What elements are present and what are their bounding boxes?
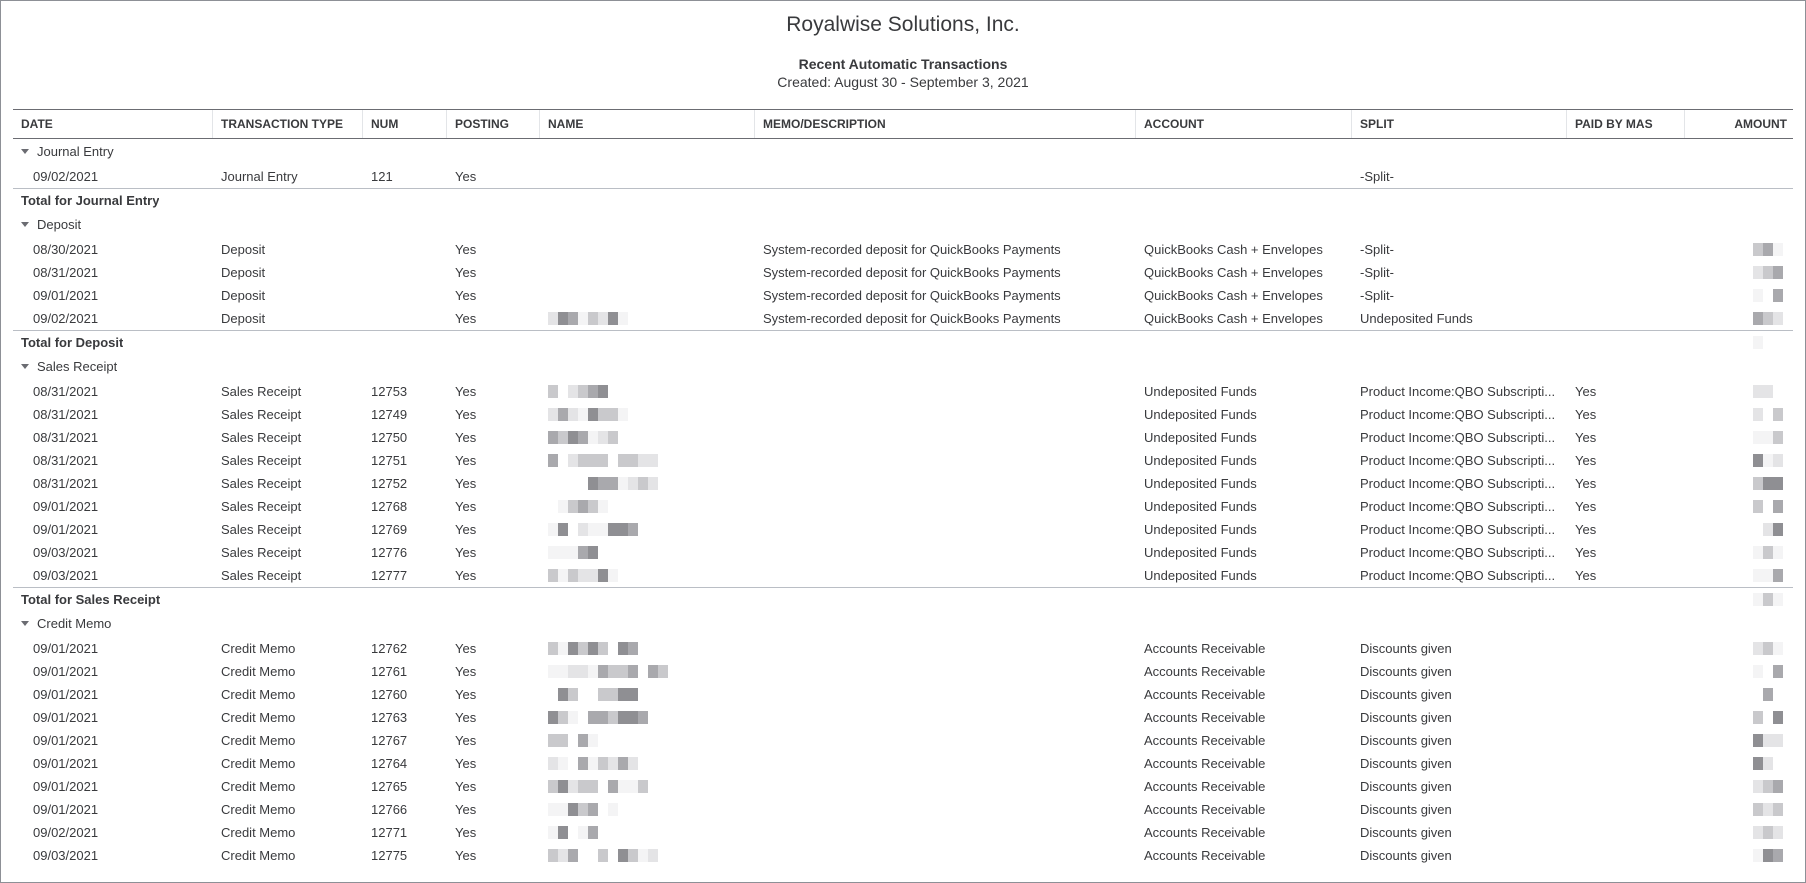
paid-by-mas-cell: Yes (1575, 476, 1597, 491)
posting-cell: Yes (455, 733, 477, 748)
split-cell: -Split- (1360, 169, 1394, 184)
redacted-name-block (548, 385, 608, 398)
transaction-type-cell[interactable]: Deposit (221, 288, 266, 303)
date-cell: 09/01/2021 (33, 288, 99, 303)
posting-cell: Yes (455, 545, 477, 560)
split-cell: Discounts given (1360, 802, 1452, 817)
table-row[interactable] (13, 472, 1793, 495)
transaction-type-cell[interactable]: Credit Memo (221, 687, 296, 702)
posting-cell: Yes (455, 407, 477, 422)
posting-cell: Yes (455, 848, 477, 863)
num-cell: 12764 (371, 756, 408, 771)
date-cell: 09/03/2021 (33, 545, 99, 560)
transaction-type-cell[interactable]: Journal Entry (221, 169, 298, 184)
num-cell: 12760 (371, 687, 408, 702)
num-cell: 12769 (371, 522, 408, 537)
redacted-amount-block (1753, 711, 1783, 724)
paid-by-mas-cell: Yes (1575, 453, 1597, 468)
redacted-amount-block (1753, 688, 1783, 701)
redacted-name-block (548, 546, 608, 559)
posting-cell: Yes (455, 687, 477, 702)
num-cell: 12768 (371, 499, 408, 514)
num-cell: 12771 (371, 825, 408, 840)
redacted-amount-block (1753, 569, 1783, 582)
account-cell: QuickBooks Cash + Envelopes (1144, 311, 1323, 326)
redacted-amount-block (1753, 757, 1783, 770)
transaction-type-cell[interactable]: Credit Memo (221, 802, 296, 817)
redacted-name-block (548, 757, 638, 770)
transaction-type-cell[interactable]: Deposit (221, 242, 266, 257)
split-cell: Product Income:QBO Subscripti... (1360, 568, 1556, 583)
posting-cell: Yes (455, 453, 477, 468)
account-cell: Undeposited Funds (1144, 430, 1257, 445)
redacted-name-block (548, 780, 648, 793)
date-cell: 09/01/2021 (33, 756, 99, 771)
posting-cell: Yes (455, 568, 477, 583)
date-cell: 09/01/2021 (33, 664, 99, 679)
transaction-type-cell[interactable]: Credit Memo (221, 733, 296, 748)
transaction-type-cell[interactable]: Credit Memo (221, 756, 296, 771)
group-total-label: Total for Deposit (21, 335, 124, 350)
table-body (13, 139, 1793, 867)
date-cell: 09/02/2021 (33, 825, 99, 840)
group-label: Deposit (37, 217, 82, 232)
paid-by-mas-cell: Yes (1575, 545, 1597, 560)
redacted-name-block (548, 408, 638, 421)
account-cell: Accounts Receivable (1144, 848, 1266, 863)
caret-down-icon[interactable] (21, 149, 29, 154)
paid-by-mas-cell: Yes (1575, 522, 1597, 537)
posting-cell: Yes (455, 756, 477, 771)
column-header-num[interactable]: NUM (363, 110, 447, 138)
date-cell: 08/31/2021 (33, 265, 99, 280)
transaction-type-cell[interactable]: Sales Receipt (221, 476, 302, 491)
redacted-amount-block (1753, 289, 1783, 302)
column-header-amount[interactable]: AMOUNT (1734, 117, 1787, 131)
posting-cell: Yes (455, 265, 477, 280)
table-row[interactable] (13, 752, 1793, 775)
split-cell: Product Income:QBO Subscripti... (1360, 476, 1556, 491)
date-cell: 09/01/2021 (33, 733, 99, 748)
posting-cell: Yes (455, 169, 477, 184)
account-cell: Accounts Receivable (1144, 710, 1266, 725)
redacted-amount-block (1753, 312, 1783, 325)
column-header-date[interactable]: DATE (13, 110, 213, 138)
date-cell: 08/31/2021 (33, 407, 99, 422)
group-total-label: Total for Sales Receipt (21, 592, 161, 607)
redacted-name-block (548, 312, 628, 325)
group-header[interactable] (13, 212, 1793, 238)
redacted-name-block (548, 569, 618, 582)
posting-cell: Yes (455, 430, 477, 445)
account-cell: QuickBooks Cash + Envelopes (1144, 288, 1323, 303)
num-cell: 12762 (371, 641, 408, 656)
redacted-amount-block (1753, 454, 1783, 467)
posting-cell: Yes (455, 522, 477, 537)
num-cell: 12761 (371, 664, 408, 679)
account-cell: Accounts Receivable (1144, 641, 1266, 656)
date-cell: 08/30/2021 (33, 242, 99, 257)
account-cell: Undeposited Funds (1144, 545, 1257, 560)
posting-cell: Yes (455, 242, 477, 257)
account-cell: Undeposited Funds (1144, 384, 1257, 399)
table-row[interactable] (13, 307, 1793, 330)
transaction-type-cell[interactable]: Credit Memo (221, 710, 296, 725)
report-date-range: Created: August 30 - September 3, 2021 (777, 74, 1029, 90)
transaction-type-cell[interactable]: Sales Receipt (221, 568, 302, 583)
posting-cell: Yes (455, 384, 477, 399)
memo-cell: System-recorded deposit for QuickBooks Payments (763, 265, 1061, 280)
paid-by-mas-cell: Yes (1575, 384, 1597, 399)
redacted-amount-block (1753, 803, 1783, 816)
table-row[interactable] (13, 844, 1793, 867)
date-cell: 08/31/2021 (33, 384, 99, 399)
split-cell: Discounts given (1360, 779, 1452, 794)
column-header-memo-description[interactable]: MEMO/DESCRIPTION (755, 110, 1136, 138)
num-cell: 12752 (371, 476, 408, 491)
table-row[interactable] (13, 775, 1793, 798)
table-row[interactable] (13, 261, 1793, 284)
num-cell: 12766 (371, 802, 408, 817)
posting-cell: Yes (455, 664, 477, 679)
date-cell: 09/01/2021 (33, 779, 99, 794)
redacted-amount-block (1753, 243, 1783, 256)
paid-by-mas-cell: Yes (1575, 568, 1597, 583)
date-cell: 09/01/2021 (33, 641, 99, 656)
date-cell: 09/03/2021 (33, 568, 99, 583)
report-table (13, 109, 1793, 867)
date-cell: 09/01/2021 (33, 802, 99, 817)
date-cell: 09/01/2021 (33, 522, 99, 537)
split-cell: Discounts given (1360, 687, 1452, 702)
num-cell: 12765 (371, 779, 408, 794)
caret-down-icon[interactable] (21, 222, 29, 227)
table-row[interactable] (13, 729, 1793, 752)
memo-cell: System-recorded deposit for QuickBooks Payments (763, 242, 1061, 257)
account-cell: QuickBooks Cash + Envelopes (1144, 265, 1323, 280)
split-cell: Product Income:QBO Subscripti... (1360, 499, 1556, 514)
redacted-amount-block (1753, 431, 1783, 444)
posting-cell: Yes (455, 779, 477, 794)
transaction-type-cell[interactable]: Credit Memo (221, 779, 296, 794)
column-header-posting[interactable]: POSTING (447, 110, 540, 138)
redacted-amount-block (1753, 477, 1783, 490)
column-header-paid-by-mas[interactable]: PAID BY MAS (1567, 110, 1685, 138)
split-cell: Product Income:QBO Subscripti... (1360, 453, 1556, 468)
table-row[interactable] (13, 284, 1793, 307)
num-cell: 12751 (371, 453, 408, 468)
transaction-type-cell[interactable]: Sales Receipt (221, 499, 302, 514)
group-header-label (21, 139, 114, 165)
date-cell: 09/01/2021 (33, 687, 99, 702)
redacted-name-block (548, 642, 638, 655)
date-cell: 08/31/2021 (33, 430, 99, 445)
redacted-total-block (1753, 593, 1783, 606)
account-cell: QuickBooks Cash + Envelopes (1144, 242, 1323, 257)
redacted-name-block (548, 665, 668, 678)
transaction-type-cell[interactable]: Credit Memo (221, 848, 296, 863)
table-row[interactable] (13, 706, 1793, 729)
date-cell: 08/31/2021 (33, 453, 99, 468)
table-row[interactable] (13, 403, 1793, 426)
table-row[interactable] (13, 449, 1793, 472)
transaction-type-cell[interactable]: Sales Receipt (221, 384, 302, 399)
posting-cell: Yes (455, 825, 477, 840)
table-row[interactable] (13, 637, 1793, 660)
group-label: Sales Receipt (37, 359, 118, 374)
company-name: Royalwise Solutions, Inc. (786, 13, 1020, 36)
account-cell: Undeposited Funds (1144, 476, 1257, 491)
table-row[interactable] (13, 821, 1793, 844)
table-row[interactable] (13, 683, 1793, 706)
redacted-total-block (1753, 336, 1783, 349)
group-header[interactable] (13, 354, 1793, 380)
column-header-split[interactable]: SPLIT (1352, 110, 1567, 138)
account-cell: Accounts Receivable (1144, 802, 1266, 817)
report-header (1, 1, 1805, 91)
redacted-amount-block (1753, 665, 1783, 678)
split-cell: Discounts given (1360, 733, 1452, 748)
account-cell: Undeposited Funds (1144, 499, 1257, 514)
split-cell: Product Income:QBO Subscripti... (1360, 545, 1556, 560)
redacted-amount-block (1753, 500, 1783, 513)
split-cell: Discounts given (1360, 756, 1452, 771)
group-header-label (21, 354, 117, 380)
table-row[interactable] (13, 380, 1793, 403)
split-cell: Discounts given (1360, 848, 1452, 863)
split-cell: Product Income:QBO Subscripti... (1360, 522, 1556, 537)
group-header-label (21, 611, 111, 637)
redacted-name-block (548, 734, 598, 747)
redacted-amount-block (1753, 642, 1783, 655)
column-header-transaction-type[interactable]: TRANSACTION TYPE (213, 110, 363, 138)
table-row[interactable] (13, 798, 1793, 821)
num-cell: 12777 (371, 568, 408, 583)
posting-cell: Yes (455, 499, 477, 514)
memo-cell: System-recorded deposit for QuickBooks Payments (763, 288, 1061, 303)
redacted-name-block (548, 803, 618, 816)
split-cell: Undeposited Funds (1360, 311, 1473, 326)
posting-cell: Yes (455, 311, 477, 326)
group-total-row (13, 330, 1793, 354)
split-cell: -Split- (1360, 288, 1394, 303)
date-cell: 09/02/2021 (33, 169, 99, 184)
transaction-type-cell[interactable]: Sales Receipt (221, 545, 302, 560)
redacted-amount-block (1753, 385, 1783, 398)
account-cell: Accounts Receivable (1144, 779, 1266, 794)
account-cell: Undeposited Funds (1144, 522, 1257, 537)
account-cell: Accounts Receivable (1144, 733, 1266, 748)
date-cell: 09/03/2021 (33, 848, 99, 863)
table-row[interactable] (13, 238, 1793, 261)
posting-cell: Yes (455, 288, 477, 303)
account-cell: Undeposited Funds (1144, 407, 1257, 422)
transaction-type-cell[interactable]: Sales Receipt (221, 407, 302, 422)
posting-cell: Yes (455, 802, 477, 817)
num-cell: 12750 (371, 430, 408, 445)
num-cell: 12767 (371, 733, 408, 748)
num-cell: 12775 (371, 848, 408, 863)
redacted-name-block (548, 431, 618, 444)
num-cell: 12763 (371, 710, 408, 725)
paid-by-mas-cell: Yes (1575, 499, 1597, 514)
date-cell: 08/31/2021 (33, 476, 99, 491)
date-cell: 09/02/2021 (33, 311, 99, 326)
split-cell: Product Income:QBO Subscripti... (1360, 384, 1556, 399)
date-cell: 09/01/2021 (33, 499, 99, 514)
group-total-label: Total for Journal Entry (21, 193, 160, 208)
redacted-amount-block (1753, 546, 1783, 559)
num-cell: 121 (371, 169, 393, 184)
date-cell: 09/01/2021 (33, 710, 99, 725)
report-title: Recent Automatic Transactions (798, 56, 1008, 72)
num-cell: 12749 (371, 407, 408, 422)
split-cell: -Split- (1360, 265, 1394, 280)
redacted-name-block (548, 500, 618, 513)
transaction-type-cell[interactable]: Credit Memo (221, 664, 296, 679)
group-header[interactable] (13, 139, 1793, 165)
posting-cell: Yes (455, 476, 477, 491)
caret-down-icon[interactable] (21, 364, 29, 369)
account-cell: Accounts Receivable (1144, 687, 1266, 702)
redacted-name-block (548, 849, 658, 862)
redacted-name-block (548, 688, 638, 701)
table-row[interactable] (13, 518, 1793, 541)
transaction-type-cell[interactable]: Credit Memo (221, 825, 296, 840)
split-cell: Discounts given (1360, 664, 1452, 679)
group-total-row (13, 188, 1793, 212)
column-header-account[interactable]: ACCOUNT (1136, 110, 1352, 138)
redacted-name-block (548, 477, 658, 490)
redacted-name-block (548, 454, 658, 467)
redacted-name-block (548, 826, 598, 839)
redacted-amount-block (1753, 408, 1783, 421)
group-header[interactable] (13, 611, 1793, 637)
redacted-amount-block (1753, 734, 1783, 747)
redacted-amount-block (1753, 523, 1783, 536)
caret-down-icon[interactable] (21, 621, 29, 626)
redacted-name-block (548, 711, 648, 724)
posting-cell: Yes (455, 641, 477, 656)
table-row[interactable] (13, 564, 1793, 587)
account-cell: Accounts Receivable (1144, 756, 1266, 771)
group-total-row (13, 587, 1793, 611)
table-header (13, 109, 1793, 139)
table-row[interactable] (13, 426, 1793, 449)
redacted-amount-block (1753, 849, 1783, 862)
table-row[interactable] (13, 495, 1793, 518)
split-cell: Product Income:QBO Subscripti... (1360, 430, 1556, 445)
num-cell: 12753 (371, 384, 408, 399)
account-cell: Undeposited Funds (1144, 453, 1257, 468)
table-row[interactable] (13, 165, 1793, 188)
split-cell: Discounts given (1360, 825, 1452, 840)
group-label: Credit Memo (37, 616, 112, 631)
group-header-label (21, 212, 81, 238)
transaction-type-cell[interactable]: Sales Receipt (221, 430, 302, 445)
transaction-type-cell[interactable]: Deposit (221, 265, 266, 280)
redacted-amount-block (1753, 780, 1783, 793)
split-cell: -Split- (1360, 242, 1394, 257)
transaction-type-cell[interactable]: Deposit (221, 311, 266, 326)
redacted-name-block (548, 523, 638, 536)
paid-by-mas-cell: Yes (1575, 430, 1597, 445)
account-cell: Accounts Receivable (1144, 825, 1266, 840)
group-label: Journal Entry (37, 144, 114, 159)
redacted-amount-block (1753, 266, 1783, 279)
account-cell: Accounts Receivable (1144, 664, 1266, 679)
redacted-amount-block (1753, 826, 1783, 839)
posting-cell: Yes (455, 710, 477, 725)
split-cell: Product Income:QBO Subscripti... (1360, 407, 1556, 422)
table-row[interactable] (13, 660, 1793, 683)
transaction-type-cell[interactable]: Sales Receipt (221, 453, 302, 468)
account-cell: Undeposited Funds (1144, 568, 1257, 583)
split-cell: Discounts given (1360, 710, 1452, 725)
table-row[interactable] (13, 541, 1793, 564)
memo-cell: System-recorded deposit for QuickBooks Payments (763, 311, 1061, 326)
transaction-type-cell[interactable]: Sales Receipt (221, 522, 302, 537)
transaction-type-cell[interactable]: Credit Memo (221, 641, 296, 656)
num-cell: 12776 (371, 545, 408, 560)
paid-by-mas-cell: Yes (1575, 407, 1597, 422)
split-cell: Discounts given (1360, 641, 1452, 656)
column-header-name[interactable]: NAME (540, 110, 755, 138)
